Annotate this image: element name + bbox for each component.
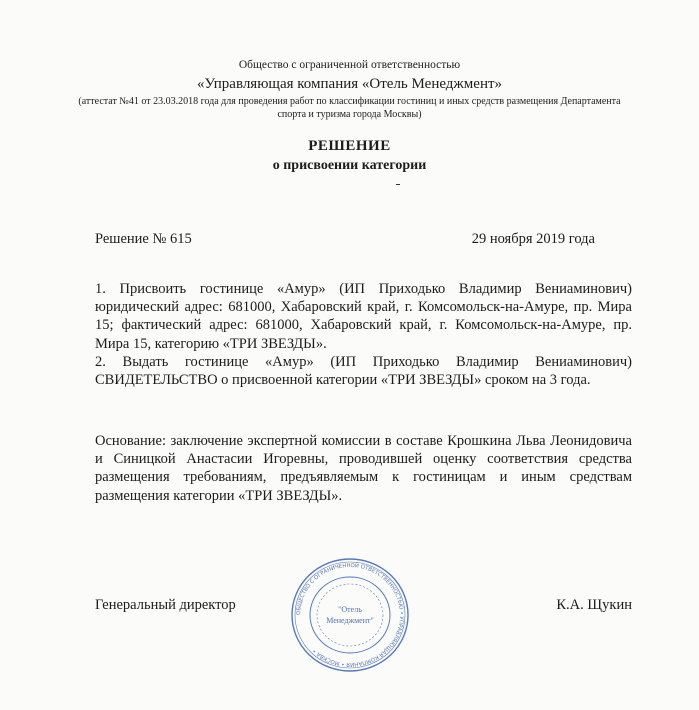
svg-text:ОБЩЕСТВО С ОГРАНИЧЕННОЙ ОТВЕТС (296, 562, 404, 667)
org-legal-form: Общество с ограниченной ответственностью (238, 59, 461, 71)
decision-item-1: 1. Присвоить гостинице «Амур» (ИП Приходько Владимир Вениаминович) юридический адрес: 681000, Хабаровский край, г. Комсомольск-на-Амуре, пр. Мира 15; фактический адрес: 681000, Хабаровский край, г. Комсомольск-на-Амуре, пр. Мира 15, категорию «ТРИ ЗВЕЗДЫ». (95, 281, 632, 352)
decision-basis: Основание: заключение экспертной комиссии в составе Крошкина Льва Леонидовича и Синицкой Анастасии Игоревны, проводившей оценку соответствия средства размещения требованиям, предъявляемым к гостиницам и иным средствам размещения категории «ТРИ ЗВЕЗДЫ». (95, 433, 632, 504)
company-stamp-icon (288, 555, 412, 675)
attestation-note: (аттестат №41 от 23.03.2018 года для проведения работ по классификации гостиниц и иных средств размещения Департамента спорта и туризма города Москвы) (78, 96, 621, 120)
title-sub: о присвоении категории (272, 158, 427, 173)
stamp-center-line2: Менеджмент" (326, 616, 374, 625)
decision-date: 29 ноября 2019 года (471, 231, 595, 247)
decision-number: Решение № 615 (95, 231, 192, 247)
org-name: «Управляющая компания «Отель Менеджмент» (196, 76, 503, 92)
decision-item-2: 2. Выдать гостинице «Амур» (ИП Приходько Владимир Вениаминович) СВИДЕТЕЛЬСТВО о присвоенной категории «ТРИ ЗВЕЗДЫ» сроком на 3 года. (95, 353, 632, 389)
document-header (0, 58, 699, 121)
divider-mark (396, 184, 400, 185)
signatory-position: Генеральный директор (95, 597, 236, 613)
document-title (0, 136, 699, 176)
signatory-name: К.А. Щукин (556, 597, 632, 613)
stamp-ring-text: ОБЩЕСТВО С ОГРАНИЧЕННОЙ ОТВЕТСТВЕННОСТЬЮ • УПРАВЛЯЮЩАЯ КОМПАНИЯ • МОСКВА • (295, 562, 405, 668)
stamp-center-line1: "Отель (338, 605, 362, 614)
decision-body (95, 280, 632, 389)
title-main: РЕШЕНИЕ (308, 138, 391, 154)
